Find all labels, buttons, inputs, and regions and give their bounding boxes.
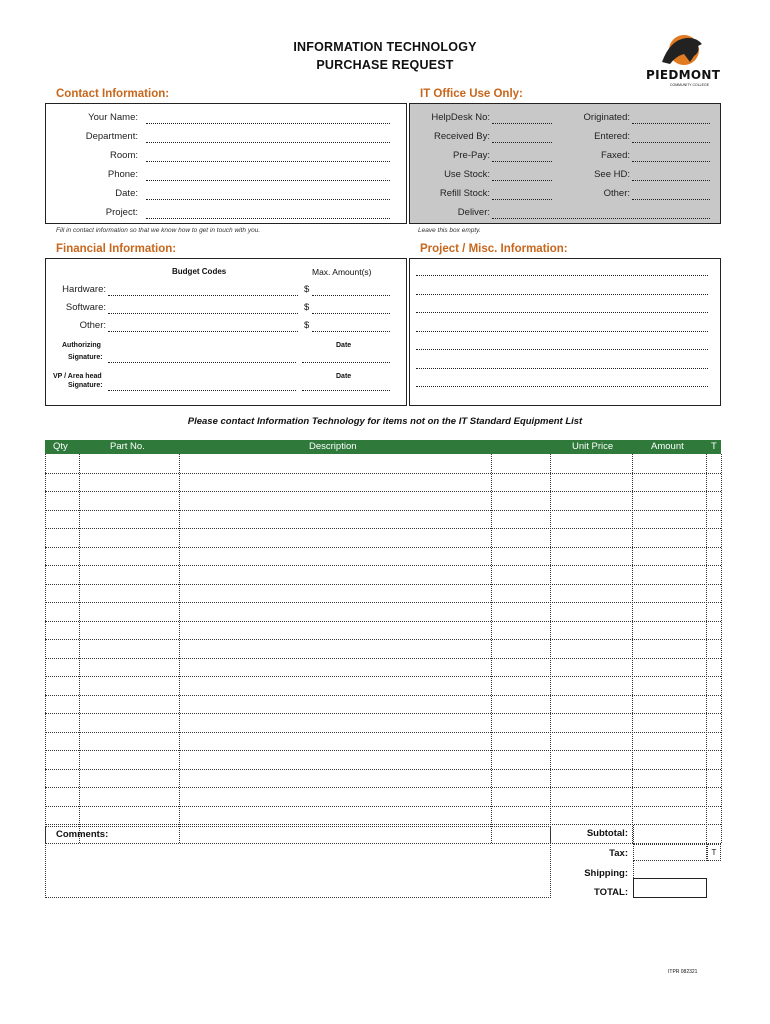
project-info-line[interactable]	[416, 349, 708, 350]
total-field[interactable]	[633, 878, 707, 898]
financial-heading: Financial Information:	[56, 243, 177, 255]
items-table	[45, 440, 721, 822]
it-right-field-label: Originated:	[583, 112, 630, 123]
shipping-field[interactable]	[633, 861, 707, 878]
financial-row-label: Other:	[79, 320, 106, 331]
vp-date-line[interactable]	[302, 390, 390, 391]
vp-signature-label: Signature:	[68, 382, 103, 389]
contact-field-input[interactable]	[146, 199, 390, 200]
table-row[interactable]	[45, 602, 721, 603]
contact-field-label: Phone:	[107, 169, 138, 180]
col-qty: Qty	[53, 441, 68, 452]
subtotal-label: Subtotal:	[586, 828, 628, 839]
table-column-divider	[550, 454, 551, 843]
auth-date-line[interactable]	[302, 362, 390, 363]
it-right-field-input[interactable]	[632, 142, 710, 143]
table-row[interactable]	[45, 713, 721, 714]
contact-field-label: Project:	[105, 207, 138, 218]
financial-row-label: Hardware:	[62, 284, 106, 295]
project-info-line[interactable]	[416, 312, 708, 313]
it-right-field-input[interactable]	[632, 123, 710, 124]
col-part-no: Part No.	[110, 441, 145, 452]
table-row[interactable]	[45, 824, 721, 825]
subtotal-field[interactable]	[633, 825, 707, 844]
comments-box[interactable]	[45, 826, 551, 898]
it-right-field-input[interactable]	[632, 180, 710, 181]
it-right-field-input[interactable]	[632, 161, 710, 162]
table-row[interactable]	[45, 491, 721, 492]
col-description: Description	[309, 441, 357, 452]
table-row[interactable]	[45, 547, 721, 548]
max-amount-header: Max. Amount(s)	[312, 267, 372, 277]
financial-box	[45, 258, 407, 406]
total-label: TOTAL:	[594, 887, 628, 898]
it-left-field-input[interactable]	[492, 180, 552, 181]
currency-symbol: $	[304, 320, 310, 331]
contact-field-input[interactable]	[146, 161, 390, 162]
it-left-field-input[interactable]	[492, 123, 552, 124]
table-row[interactable]	[45, 510, 721, 511]
items-table-header	[45, 440, 721, 454]
contact-field-label: Date:	[115, 188, 138, 199]
budget-code-input[interactable]	[108, 331, 298, 332]
tax-label: Tax:	[609, 848, 628, 859]
amount-input[interactable]	[312, 331, 390, 332]
authorizing-signature-line[interactable]	[108, 362, 296, 363]
table-column-divider	[632, 454, 633, 843]
it-left-field-input[interactable]	[492, 142, 552, 143]
it-left-field-input[interactable]	[492, 161, 552, 162]
col-unit-price: Unit Price	[572, 441, 614, 452]
logo-subtext: COMMUNITY COLLEGE	[670, 83, 710, 87]
currency-symbol: $	[304, 284, 310, 295]
it-office-box	[409, 103, 721, 224]
form-title-line1: INFORMATION TECHNOLOGY	[293, 40, 477, 54]
table-column-divider	[79, 454, 80, 843]
logo-text: PIEDMONT	[646, 68, 721, 82]
table-column-divider	[45, 454, 46, 843]
authorizing-signature-label: Signature:	[68, 354, 103, 361]
contact-field-label: Room:	[110, 150, 138, 161]
table-row[interactable]	[45, 639, 721, 640]
it-left-field-label: Use Stock:	[444, 169, 490, 180]
vp-signature-line[interactable]	[108, 390, 296, 391]
table-row[interactable]	[45, 565, 721, 566]
project-heading: Project / Misc. Information:	[420, 243, 568, 255]
it-right-field-input[interactable]	[632, 199, 710, 200]
it-left-field-label: HelpDesk No:	[431, 112, 490, 123]
tax-field[interactable]	[633, 844, 707, 861]
it-left-field-label: Received By:	[434, 131, 490, 142]
table-column-divider	[179, 454, 180, 843]
table-row[interactable]	[45, 750, 721, 751]
project-info-line[interactable]	[416, 368, 708, 369]
it-right-field-label: Faxed:	[600, 150, 630, 161]
it-left-field-input[interactable]	[492, 218, 710, 219]
auth-date-label: Date	[336, 342, 352, 349]
table-row[interactable]	[45, 732, 721, 733]
it-office-note: Leave this box empty.	[418, 227, 481, 234]
project-info-line[interactable]	[416, 275, 708, 276]
project-info-line[interactable]	[416, 331, 708, 332]
table-row[interactable]	[45, 769, 721, 770]
project-info-line[interactable]	[416, 386, 708, 387]
contact-field-input[interactable]	[146, 218, 390, 219]
budget-code-input[interactable]	[108, 295, 298, 296]
table-row[interactable]	[45, 787, 721, 788]
table-row[interactable]	[45, 695, 721, 696]
form-code: ITPR 082321	[668, 969, 698, 975]
contact-field-label: Your Name:	[88, 112, 138, 123]
budget-codes-header: Budget Codes	[172, 267, 227, 276]
contact-note: Fill in contact information so that we know how to get in touch with you.	[56, 227, 261, 234]
table-row[interactable]	[45, 621, 721, 622]
contact-field-input[interactable]	[146, 142, 390, 143]
it-office-heading: IT Office Use Only:	[420, 88, 523, 100]
project-box	[409, 258, 721, 406]
vp-label: VP / Area head	[53, 373, 102, 380]
it-left-field-label: Pre-Pay:	[453, 150, 490, 161]
comments-label: Comments:	[56, 829, 109, 840]
form-title-line2: PURCHASE REQUEST	[316, 58, 454, 72]
it-right-field-label: Other:	[603, 188, 630, 199]
shipping-label: Shipping:	[584, 868, 628, 879]
amount-input[interactable]	[312, 313, 390, 314]
tax-flag: T	[707, 844, 721, 861]
contact-field-input[interactable]	[146, 180, 390, 181]
amount-input[interactable]	[312, 295, 390, 296]
table-row[interactable]	[45, 806, 721, 807]
table-column-divider	[706, 454, 707, 843]
it-left-field-label: Refill Stock:	[439, 188, 490, 199]
budget-code-input[interactable]	[108, 313, 298, 314]
table-column-divider	[491, 454, 492, 843]
it-left-field-input[interactable]	[492, 199, 552, 200]
project-info-line[interactable]	[416, 294, 708, 295]
it-left-field-label: Deliver:	[457, 207, 490, 218]
it-right-field-label: See HD:	[594, 169, 630, 180]
contact-heading: Contact Information:	[56, 88, 170, 100]
table-row[interactable]	[45, 658, 721, 659]
col-taxable: T	[711, 441, 717, 452]
table-row[interactable]	[45, 584, 721, 585]
vp-date-label: Date	[336, 373, 352, 380]
contact-box	[45, 103, 407, 224]
contact-field-label: Department:	[85, 131, 138, 142]
table-row[interactable]	[45, 473, 721, 474]
financial-row-label: Software:	[65, 302, 106, 313]
table-column-divider	[721, 454, 722, 843]
currency-symbol: $	[304, 302, 310, 313]
table-row[interactable]	[45, 528, 721, 529]
contact-field-input[interactable]	[146, 123, 390, 124]
col-amount: Amount	[651, 441, 684, 452]
piedmont-logo	[640, 32, 722, 94]
table-row[interactable]	[45, 676, 721, 677]
authorizing-label: Authorizing	[62, 342, 101, 349]
it-right-field-label: Entered:	[594, 131, 630, 142]
standard-list-notice: Please contact Information Technology for items not on the IT Standard Equipment List	[187, 416, 583, 427]
